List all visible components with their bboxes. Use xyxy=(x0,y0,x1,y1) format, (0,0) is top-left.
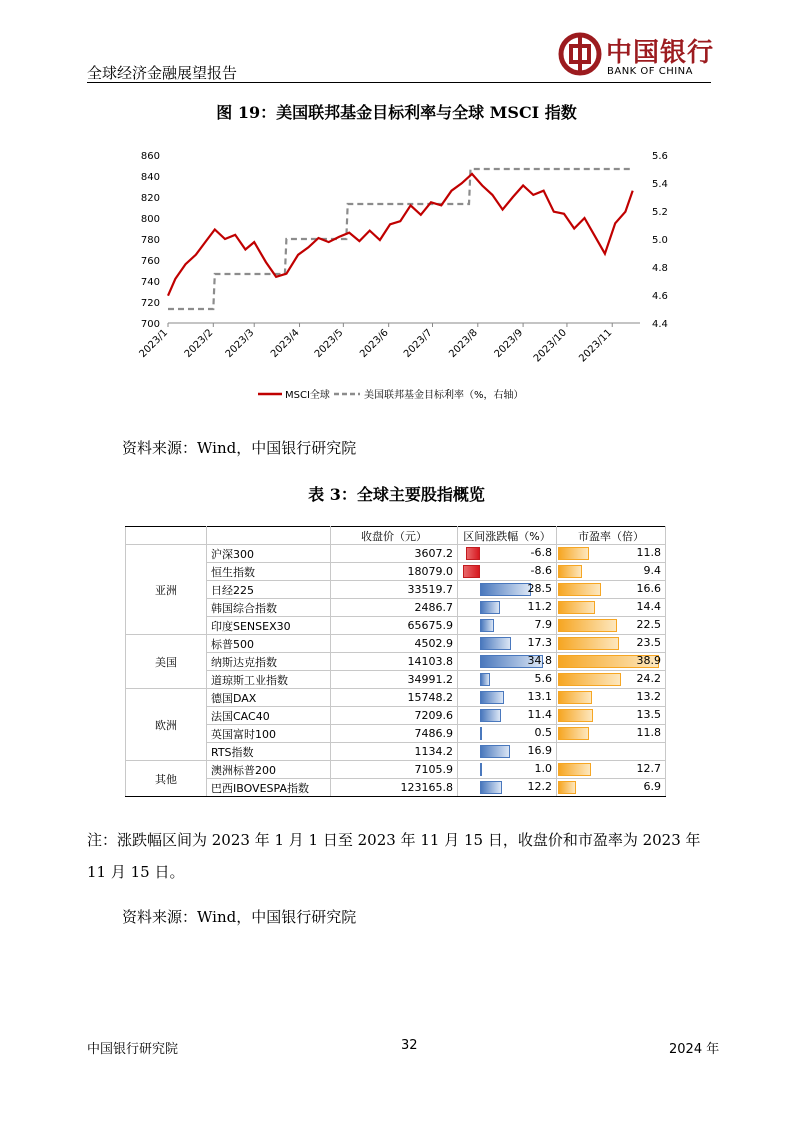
y-right-tick: 5.0 xyxy=(652,235,668,246)
pe-cell xyxy=(557,581,666,599)
index-name: 纳斯达克指数 xyxy=(207,653,331,671)
pe-bar xyxy=(558,691,592,704)
table-row xyxy=(126,707,666,725)
change-value: 11.2 xyxy=(527,600,552,613)
pe-value: 11.8 xyxy=(636,726,661,739)
change-cell xyxy=(458,761,557,779)
change-cell xyxy=(458,671,557,689)
pe-bar xyxy=(558,673,621,686)
table-row xyxy=(126,599,666,617)
figure-source: 资料来源：Wind，中国银行研究院 xyxy=(122,439,357,457)
change-value: 12.2 xyxy=(527,780,552,793)
table-row xyxy=(126,581,666,599)
pe-value: 16.6 xyxy=(636,582,661,595)
close-price: 15748.2 xyxy=(331,689,458,707)
change-bar xyxy=(480,763,482,776)
table-row xyxy=(126,743,666,761)
index-table xyxy=(125,526,666,797)
index-name: 德国DAX xyxy=(207,689,331,707)
change-value: -6.8 xyxy=(530,546,552,559)
x-tick-label: 2023/7 xyxy=(401,327,435,361)
page-number: 32 xyxy=(401,1038,418,1053)
pe-value: 9.4 xyxy=(643,564,661,577)
pe-bar xyxy=(558,601,595,614)
header-blank xyxy=(207,527,331,545)
change-value: 5.6 xyxy=(534,672,552,685)
y-right-tick: 5.6 xyxy=(652,151,668,162)
table-row xyxy=(126,635,666,653)
pe-value: 12.7 xyxy=(636,762,661,775)
change-cell xyxy=(458,599,557,617)
pe-cell xyxy=(557,545,666,563)
y-left-tick: 700 xyxy=(140,319,160,330)
close-price: 7486.9 xyxy=(331,725,458,743)
logo-english: BANK OF CHINA xyxy=(607,66,693,77)
change-cell xyxy=(458,581,557,599)
close-price: 18079.0 xyxy=(331,563,458,581)
change-value: 11.4 xyxy=(527,708,552,721)
index-name: 日经225 xyxy=(207,581,331,599)
bank-logo xyxy=(556,30,716,80)
pe-bar xyxy=(558,637,619,650)
x-tick-label: 2023/3 xyxy=(223,327,257,361)
index-name: 恒生指数 xyxy=(207,563,331,581)
pe-cell xyxy=(557,635,666,653)
index-name: 沪深300 xyxy=(207,545,331,563)
pe-cell xyxy=(557,779,666,797)
change-bar xyxy=(480,709,501,722)
change-cell xyxy=(458,545,557,563)
pe-cell xyxy=(557,707,666,725)
pe-bar xyxy=(558,583,601,596)
logo-chinese: 中国银行 xyxy=(606,38,715,68)
pe-cell xyxy=(557,761,666,779)
x-tick-label: 2023/4 xyxy=(268,327,302,361)
change-bar xyxy=(463,565,480,578)
x-tick-label: 2023/8 xyxy=(447,327,480,361)
pe-value: 24.2 xyxy=(636,672,661,685)
y-left-tick: 840 xyxy=(140,172,160,183)
change-value: 0.5 xyxy=(534,726,552,739)
close-price: 4502.9 xyxy=(331,635,458,653)
boc-emblem-icon xyxy=(558,32,602,76)
close-price: 1134.2 xyxy=(331,743,458,761)
region-cell: 欧洲 xyxy=(126,689,207,761)
change-bar xyxy=(480,745,510,758)
footer-org: 中国银行研究院 xyxy=(87,1042,179,1057)
header-change: 区间涨跌幅（%） xyxy=(458,527,557,545)
change-bar xyxy=(480,637,511,650)
table-row xyxy=(126,779,666,797)
change-value: 7.9 xyxy=(534,618,552,631)
pe-bar xyxy=(558,565,582,578)
y-left-tick: 820 xyxy=(140,193,160,204)
change-cell xyxy=(458,743,557,761)
pe-bar xyxy=(558,547,589,560)
table-row xyxy=(126,563,666,581)
region-cell: 美国 xyxy=(126,635,207,689)
table-row xyxy=(126,671,666,689)
pe-cell xyxy=(557,563,666,581)
chart-legend xyxy=(258,388,524,401)
close-price: 65675.9 xyxy=(331,617,458,635)
table-note: 注：涨跌幅区间为 2023 年 1 月 1 日至 2023 年 11 月 15 日，收盘价和市盈率为 2023 年 11 月 15 日。 xyxy=(87,831,701,881)
pe-cell xyxy=(557,653,666,671)
pe-value: 13.5 xyxy=(636,708,661,721)
footer-year: 2024 年 xyxy=(669,1042,720,1057)
legend-msci: MSCI全球 xyxy=(285,390,330,401)
change-value: 16.9 xyxy=(527,744,552,757)
change-cell xyxy=(458,617,557,635)
table-row xyxy=(126,725,666,743)
change-cell xyxy=(458,779,557,797)
x-tick-label: 2023/10 xyxy=(531,327,570,365)
x-tick-label: 2023/11 xyxy=(577,327,615,365)
x-tick-label: 2023/5 xyxy=(312,327,346,361)
close-price: 34991.2 xyxy=(331,671,458,689)
change-cell xyxy=(458,563,557,581)
change-cell xyxy=(458,725,557,743)
change-value: 13.1 xyxy=(527,690,552,703)
y-left-tick: 780 xyxy=(140,235,160,246)
table-source: 资料来源：Wind，中国银行研究院 xyxy=(122,908,357,926)
close-price: 7209.6 xyxy=(331,707,458,725)
pe-bar xyxy=(558,763,591,776)
pe-cell xyxy=(557,743,666,761)
pe-value: 22.5 xyxy=(636,618,661,631)
change-bar xyxy=(480,781,502,794)
index-name: 巴西IBOVESPA指数 xyxy=(207,779,331,797)
pe-cell xyxy=(557,599,666,617)
change-cell xyxy=(458,635,557,653)
change-bar xyxy=(480,673,490,686)
change-bar xyxy=(480,583,531,596)
legend-fed-rate: 美国联邦基金目标利率（%，右轴） xyxy=(364,390,524,401)
close-price: 3607.2 xyxy=(331,545,458,563)
change-value: 28.5 xyxy=(527,582,552,595)
pe-bar xyxy=(558,727,589,740)
close-price: 2486.7 xyxy=(331,599,458,617)
change-bar xyxy=(480,619,494,632)
pe-value: 14.4 xyxy=(636,600,661,613)
y-right-tick: 4.6 xyxy=(652,291,668,302)
index-name: 澳洲标普200 xyxy=(207,761,331,779)
y-left-tick: 860 xyxy=(140,151,160,162)
pe-cell xyxy=(557,725,666,743)
table-row xyxy=(126,761,666,779)
close-price: 33519.7 xyxy=(331,581,458,599)
index-name: 法国CAC40 xyxy=(207,707,331,725)
pe-bar xyxy=(558,619,617,632)
index-name: 道琼斯工业指数 xyxy=(207,671,331,689)
change-bar xyxy=(480,601,500,614)
pe-bar xyxy=(558,781,576,794)
close-price: 14103.8 xyxy=(331,653,458,671)
index-name: 印度SENSEX30 xyxy=(207,617,331,635)
index-name: RTS指数 xyxy=(207,743,331,761)
table-title: 表 3：全球主要股指概览 xyxy=(308,485,485,504)
index-name: 英国富时100 xyxy=(207,725,331,743)
index-name: 韩国综合指数 xyxy=(207,599,331,617)
pe-cell xyxy=(557,671,666,689)
y-left-tick: 800 xyxy=(140,214,160,225)
region-cell: 其他 xyxy=(126,761,207,797)
header-close: 收盘价（元） xyxy=(331,527,458,545)
change-bar xyxy=(480,727,482,740)
pe-cell xyxy=(557,689,666,707)
index-name: 标普500 xyxy=(207,635,331,653)
region-cell: 亚洲 xyxy=(126,545,207,635)
change-value: -8.6 xyxy=(530,564,552,577)
x-tick-label: 2023/6 xyxy=(358,327,391,361)
y-right-tick: 5.4 xyxy=(652,179,668,190)
change-bar xyxy=(466,547,480,560)
change-cell xyxy=(458,653,557,671)
pe-value: 38.9 xyxy=(636,654,661,667)
pe-value: 23.5 xyxy=(636,636,661,649)
x-tick-label: 2023/2 xyxy=(182,327,216,361)
y-right-tick: 4.8 xyxy=(652,263,668,274)
change-value: 1.0 xyxy=(534,762,552,775)
figure-title: 图 19：美国联邦基金目标利率与全球 MSCI 指数 xyxy=(216,103,577,122)
header-blank xyxy=(126,527,207,545)
pe-bar xyxy=(558,709,593,722)
table-row xyxy=(126,689,666,707)
change-value: 34.8 xyxy=(527,654,552,667)
y-left-tick: 740 xyxy=(140,277,160,288)
y-right-tick: 5.2 xyxy=(652,207,668,218)
table-row xyxy=(126,617,666,635)
x-tick-label: 2023/1 xyxy=(137,327,171,361)
close-price: 123165.8 xyxy=(331,779,458,797)
pe-cell xyxy=(557,617,666,635)
y-left-tick: 720 xyxy=(140,298,160,309)
change-cell xyxy=(458,689,557,707)
x-tick-label: 2023/9 xyxy=(492,327,526,361)
y-left-tick: 760 xyxy=(140,256,160,267)
pe-value: 6.9 xyxy=(643,780,661,793)
msci-line xyxy=(168,174,633,296)
change-bar xyxy=(480,691,504,704)
header-pe: 市盈率（倍） xyxy=(557,527,666,545)
pe-value: 11.8 xyxy=(636,546,661,559)
y-right-tick: 4.4 xyxy=(652,319,668,330)
change-value: 17.3 xyxy=(527,636,552,649)
close-price: 7105.9 xyxy=(331,761,458,779)
pe-value: 13.2 xyxy=(636,690,661,703)
report-title: 全球经济金融展望报告 xyxy=(87,64,238,82)
header-rule xyxy=(87,82,711,83)
change-cell xyxy=(458,707,557,725)
table-row xyxy=(126,545,666,563)
table-row xyxy=(126,653,666,671)
